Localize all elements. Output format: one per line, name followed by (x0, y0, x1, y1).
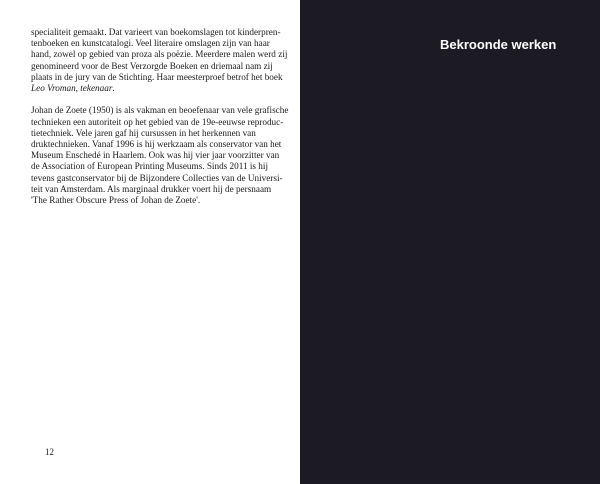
text-line: hand, zowel op gebied van proza als poëzie. Meerdere malen werd zij (31, 49, 288, 60)
text-line: Johan de Zoete (1950) is als vakman en beoefenaar van vele grafische (31, 105, 289, 116)
paragraph-gap (31, 94, 296, 105)
body-text (31, 27, 296, 206)
book-title: Leo Vroman, tekenaar (31, 83, 113, 94)
text-line: de Association of European Printing Museums. Sinds 2011 is hij (31, 161, 268, 172)
section-title: Bekroonde werken (440, 37, 557, 52)
paragraph-2 (31, 105, 296, 206)
text-line: genomineerd voor de Best Verzorgde Boeken en driemaal nam zij (31, 60, 273, 71)
page-number: 12 (45, 447, 54, 457)
text-line: tevens gastconservator bij de Bijzondere Collecties van de Universi- (31, 172, 283, 183)
text-line (31, 83, 296, 94)
text-line: 'The Rather Obscure Press of Johan de Zoete'. (31, 195, 201, 206)
right-page (300, 0, 600, 484)
sentence-end: . (112, 83, 115, 94)
text-line: druktechnieken. Vanaf 1996 is hij werkzaam als conservator van het (31, 139, 282, 150)
text-line: teit van Amsterdam. Als marginaal drukker voert hij de persnaam (31, 183, 272, 194)
text-line: specialiteit gemaakt. Dat varieert van boekomslagen tot kinderpren- (31, 27, 281, 37)
text-line: tenboeken en kunstcatalogi. Veel literaire omslagen zijn van haar (31, 38, 270, 49)
text-line: technieken een autoriteit op het gebied van de 19e-eeuwse reproduc- (31, 116, 284, 127)
paragraph-1 (31, 27, 296, 94)
text-line: tietechniek. Vele jaren gaf hij cursussen in het herkennen van (31, 127, 256, 138)
text-line: plaats in de jury van de Stichting. Haar meesterproef betrof het boek (31, 71, 283, 82)
text-line: Museum Enschedé in Haarlem. Ook was hij vier jaar voorzitter van (31, 150, 280, 161)
